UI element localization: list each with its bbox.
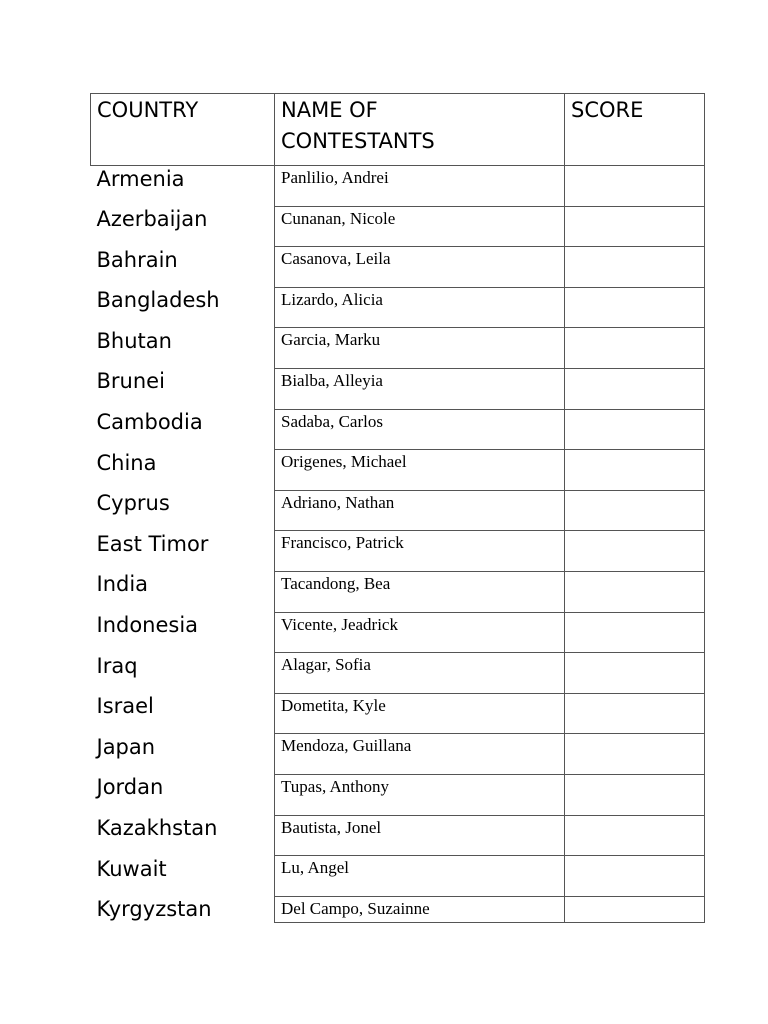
contestant-name-cell: Panlilio, Andrei bbox=[275, 166, 565, 207]
score-cell[interactable] bbox=[565, 774, 705, 815]
table-row bbox=[91, 206, 705, 247]
table-row bbox=[91, 287, 705, 328]
country-cell: Azerbaijan bbox=[96, 207, 208, 232]
table-row bbox=[91, 490, 705, 531]
table-row bbox=[91, 450, 705, 491]
country-cell: Bhutan bbox=[96, 328, 172, 353]
country-cell: East Timor bbox=[96, 531, 209, 556]
contestant-name-cell: Bialba, Alleyia bbox=[275, 368, 565, 409]
score-cell[interactable] bbox=[565, 368, 705, 409]
score-cell[interactable] bbox=[565, 734, 705, 775]
contestant-name-cell: Origenes, Michael bbox=[275, 450, 565, 491]
table-row bbox=[91, 693, 705, 734]
score-cell[interactable] bbox=[565, 450, 705, 491]
country-cell: Japan bbox=[96, 734, 156, 759]
score-cell[interactable] bbox=[565, 571, 705, 612]
contestant-name-cell: Casanova, Leila bbox=[275, 247, 565, 288]
country-cell: Israel bbox=[96, 694, 154, 719]
contestant-name-cell: Del Campo, Suzainne bbox=[275, 896, 565, 922]
score-cell[interactable] bbox=[565, 896, 705, 922]
country-cell: Indonesia bbox=[96, 613, 199, 638]
table-row bbox=[91, 774, 705, 815]
score-cell[interactable] bbox=[565, 206, 705, 247]
country-cell: Cambodia bbox=[96, 410, 203, 435]
score-cell[interactable] bbox=[565, 166, 705, 207]
score-cell[interactable] bbox=[565, 247, 705, 288]
contestant-name-cell: Sadaba, Carlos bbox=[275, 409, 565, 450]
score-cell[interactable] bbox=[565, 612, 705, 653]
table-row bbox=[91, 815, 705, 856]
score-cell[interactable] bbox=[565, 815, 705, 856]
contestant-name-cell: Garcia, Marku bbox=[275, 328, 565, 369]
header-country: COUNTRY bbox=[91, 94, 275, 166]
table-row bbox=[91, 896, 705, 922]
contestant-name-cell: Vicente, Jeadrick bbox=[275, 612, 565, 653]
table-row bbox=[91, 653, 705, 694]
country-cell: Iraq bbox=[96, 653, 138, 678]
table-row bbox=[91, 368, 705, 409]
contestant-name-cell: Lizardo, Alicia bbox=[275, 287, 565, 328]
country-cell: China bbox=[96, 450, 157, 475]
country-cell: Kyrgyzstan bbox=[96, 897, 212, 922]
table-row bbox=[91, 612, 705, 653]
contestants-table bbox=[90, 93, 705, 923]
header-score: SCORE bbox=[565, 94, 705, 166]
table-row bbox=[91, 856, 705, 897]
table-row bbox=[91, 247, 705, 288]
score-cell[interactable] bbox=[565, 693, 705, 734]
score-cell[interactable] bbox=[565, 328, 705, 369]
country-cell: Bangladesh bbox=[96, 288, 220, 313]
contestant-name-cell: Bautista, Jonel bbox=[275, 815, 565, 856]
score-cell[interactable] bbox=[565, 409, 705, 450]
header-name-line1: NAME OF bbox=[281, 98, 378, 122]
score-cell[interactable] bbox=[565, 856, 705, 897]
table-row bbox=[91, 166, 705, 207]
table-row bbox=[91, 409, 705, 450]
table-row bbox=[91, 531, 705, 572]
score-cell[interactable] bbox=[565, 531, 705, 572]
contestant-name-cell: Dometita, Kyle bbox=[275, 693, 565, 734]
score-cell[interactable] bbox=[565, 287, 705, 328]
contestant-name-cell: Adriano, Nathan bbox=[275, 490, 565, 531]
contestant-name-cell: Mendoza, Guillana bbox=[275, 734, 565, 775]
contestant-name-cell: Cunanan, Nicole bbox=[275, 206, 565, 247]
country-cell: Kuwait bbox=[96, 856, 167, 881]
table-header-row bbox=[91, 94, 705, 166]
country-cell: Jordan bbox=[96, 775, 164, 800]
country-cell: Armenia bbox=[96, 167, 185, 191]
header-name-line2: CONTESTANTS bbox=[281, 129, 435, 153]
country-cell: Cyprus bbox=[96, 491, 170, 516]
country-cell: India bbox=[96, 572, 149, 597]
score-cell[interactable] bbox=[565, 490, 705, 531]
country-cell: Kazakhstan bbox=[96, 816, 218, 840]
country-cell: Bahrain bbox=[96, 247, 178, 272]
contestant-name-cell: Lu, Angel bbox=[275, 856, 565, 897]
table-row bbox=[91, 328, 705, 369]
country-cell: Brunei bbox=[96, 369, 165, 394]
table-body bbox=[91, 166, 705, 923]
contestant-name-cell: Tacandong, Bea bbox=[275, 571, 565, 612]
header-name-of-contestants bbox=[275, 94, 565, 166]
contestant-name-cell: Tupas, Anthony bbox=[275, 774, 565, 815]
table-row bbox=[91, 734, 705, 775]
table-row bbox=[91, 571, 705, 612]
contestant-name-cell: Alagar, Sofia bbox=[275, 653, 565, 694]
contestant-name-cell: Francisco, Patrick bbox=[275, 531, 565, 572]
score-cell[interactable] bbox=[565, 653, 705, 694]
